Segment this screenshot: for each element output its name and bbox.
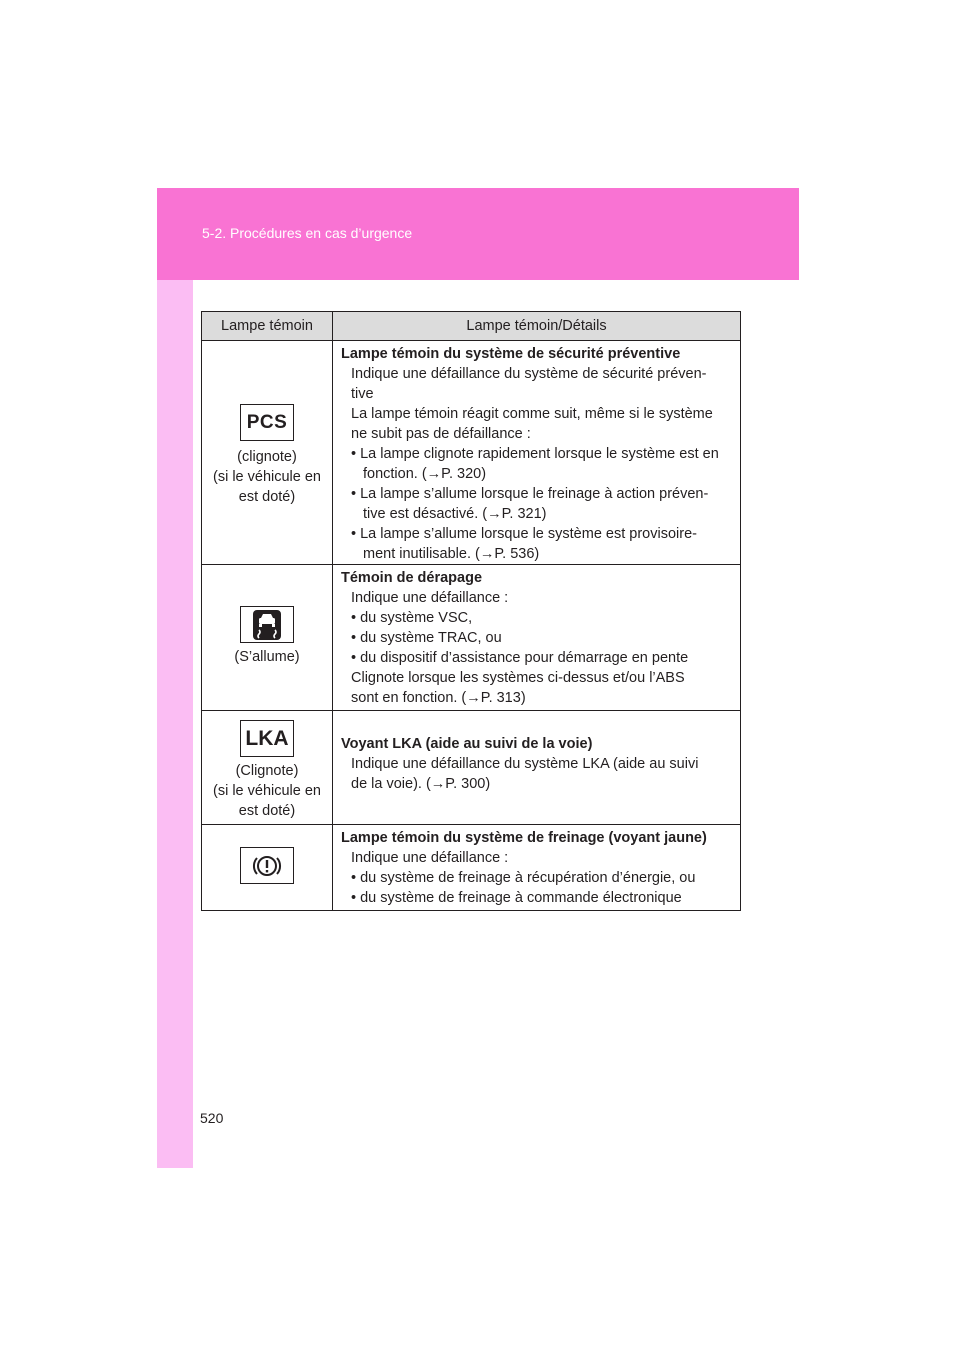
bullet-item: • du système VSC, <box>351 610 473 626</box>
details-line: tive <box>351 386 374 402</box>
details-cell <box>333 565 741 711</box>
col-header-details: Lampe témoin/Détails <box>333 312 741 341</box>
bullet-item: • du système TRAC, ou <box>351 630 502 646</box>
details-line: de la voie). (→P. 300) <box>351 776 491 792</box>
table-row <box>202 825 741 911</box>
details-line: ne subit pas de défaillance : <box>351 426 531 442</box>
lamp-cell <box>202 565 333 711</box>
bullet-continuation: tive est désactivé. (→P. 321) <box>363 506 547 522</box>
bullet-item: • du système de freinage à récupération d’énergie, ou <box>351 870 696 886</box>
details-cell <box>333 825 741 911</box>
lamp-caption: (Clignote) <box>235 763 299 779</box>
table-header-row <box>202 312 741 341</box>
lamp-caption: est doté) <box>238 803 296 819</box>
details-line: Indique une défaillance du système LKA (aide au suivi <box>351 756 699 772</box>
col-header-lamp: Lampe témoin <box>202 312 333 341</box>
lamp-caption: (si le véhicule en <box>213 783 321 799</box>
lamp-caption: est doté) <box>238 489 296 505</box>
slip-indicator-icon <box>240 606 294 643</box>
table-row <box>202 711 741 825</box>
bullet-item: • La lampe clignote rapidement lorsque le système est en <box>351 446 719 462</box>
details-line: Indique une défaillance : <box>351 850 509 866</box>
lamp-caption: (S’allume) <box>234 648 300 665</box>
lamp-cell <box>202 341 333 565</box>
bullet-continuation: fonction. (→P. 320) <box>363 466 487 482</box>
details-title: Voyant LKA (aide au suivi de la voie) <box>341 736 593 752</box>
side-tab-band <box>157 280 193 1168</box>
lamp-cell <box>202 711 333 825</box>
details-cell <box>333 711 741 825</box>
bullet-item: • La lampe s’allume lorsque le système est provisoire- <box>351 526 697 542</box>
warning-light-table <box>201 311 741 911</box>
details-title: Témoin de dérapage <box>341 570 483 586</box>
brake-system-icon <box>240 847 294 884</box>
bullet-item: • du système de freinage à commande électronique <box>351 890 682 906</box>
details-line: Clignote lorsque les systèmes ci-dessus et/ou l’ABS <box>351 670 685 686</box>
details-line: Indique une défaillance du système de sécurité préven- <box>351 366 707 382</box>
lka-icon: LKA <box>240 720 294 757</box>
bullet-item: • La lampe s’allume lorsque le freinage à action préven- <box>351 486 709 502</box>
pcs-icon: PCS <box>240 404 294 441</box>
table-row <box>202 565 741 711</box>
details-line: sont en fonction. (→P. 313) <box>351 690 526 706</box>
details-line: La lampe témoin réagit comme suit, même si le système <box>351 406 713 422</box>
bullet-continuation: ment inutilisable. (→P. 536) <box>363 546 540 562</box>
table-row <box>202 341 741 565</box>
lamp-caption: (clignote) <box>237 449 297 465</box>
section-title: 5-2. Procédures en cas d’urgence <box>202 225 413 241</box>
details-title: Lampe témoin du système de freinage (voyant jaune) <box>341 830 707 846</box>
page-number: 520 <box>200 1110 224 1126</box>
details-line: Indique une défaillance : <box>351 590 509 606</box>
details-title: Lampe témoin du système de sécurité préventive <box>341 346 681 362</box>
lamp-cell <box>202 825 333 911</box>
lamp-caption: (si le véhicule en <box>213 469 321 485</box>
bullet-item: • du dispositif d’assistance pour démarrage en pente <box>351 650 689 666</box>
details-cell <box>333 341 741 565</box>
